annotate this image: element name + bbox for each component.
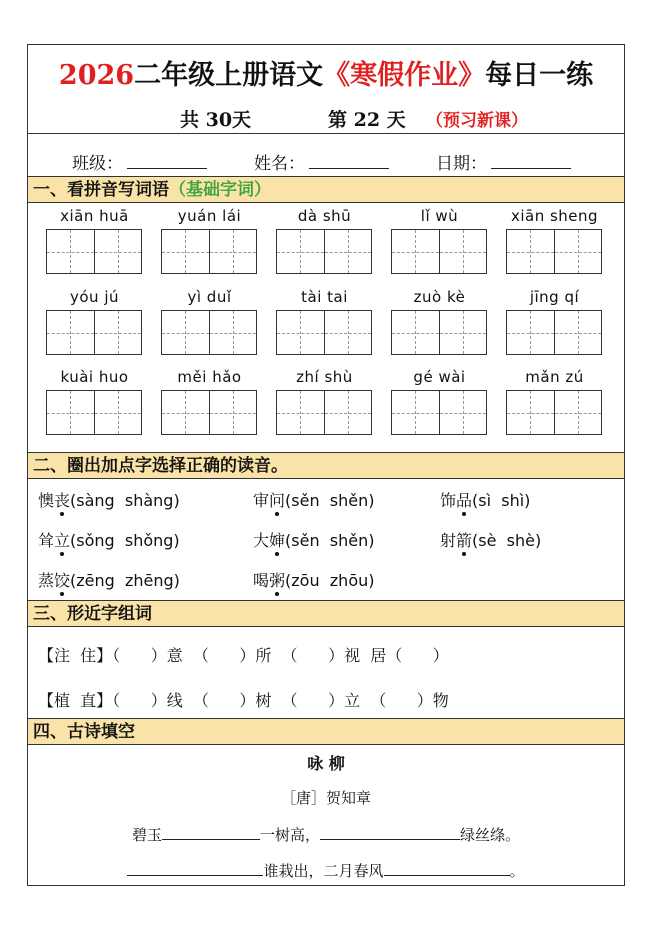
pronunciation-item[interactable]: 射箭(sè shè): [440, 531, 542, 550]
pinyin-label: dà shū: [297, 207, 352, 225]
writing-grid[interactable]: [506, 229, 602, 274]
pinyin-label: kuài huo: [60, 368, 129, 386]
writing-grid[interactable]: [46, 310, 142, 355]
pinyin-label: zuò kè: [413, 288, 466, 306]
pinyin-label: yóu jú: [69, 288, 119, 306]
writing-grid[interactable]: [161, 390, 257, 435]
pronunciation-item[interactable]: 蒸饺(zēng zhēng): [38, 571, 180, 590]
similar-chars-row-1[interactable]: 【注 住】（ ）意 （ ）所 （ ）视 居（ ）: [38, 646, 449, 665]
pinyin-label: gé wài: [413, 368, 466, 386]
poem-author: ［唐］贺知章: [280, 789, 371, 807]
writing-grid[interactable]: [161, 229, 257, 274]
writing-grid[interactable]: [276, 390, 372, 435]
class-field[interactable]: 班级：: [72, 149, 207, 174]
writing-grid[interactable]: [391, 310, 487, 355]
writing-grid[interactable]: [46, 390, 142, 435]
pinyin-label: xiān huā: [60, 207, 129, 225]
pronunciation-item[interactable]: 懊丧(sàng shàng): [38, 491, 180, 510]
writing-grid[interactable]: [391, 390, 487, 435]
section-3-header: 三、形近字组词: [28, 600, 624, 627]
pinyin-label: xiān sheng: [510, 207, 599, 225]
writing-grid[interactable]: [276, 229, 372, 274]
writing-grid[interactable]: [161, 310, 257, 355]
date-field[interactable]: 日期：: [436, 149, 571, 174]
divider: [28, 133, 624, 134]
pinyin-label: měi hǎo: [177, 368, 242, 386]
section-4-header: 四、古诗填空: [28, 718, 624, 745]
poem-line-2[interactable]: 谁栽出，二月春风 。: [28, 860, 624, 881]
similar-chars-row-2[interactable]: 【植 直】（ ）线 （ ）树 （ ）立 （ ）物: [38, 691, 449, 710]
section-2-header: 二、圈出加点字选择正确的读音。: [28, 452, 624, 479]
name-field[interactable]: 姓名：: [254, 149, 389, 174]
pronunciation-item[interactable]: 审问(sěn shěn): [253, 491, 375, 510]
pinyin-label: lǐ wù: [420, 207, 459, 225]
writing-grid[interactable]: [506, 390, 602, 435]
pronunciation-item[interactable]: 喝粥(zōu zhōu): [253, 571, 375, 590]
writing-grid[interactable]: [46, 229, 142, 274]
page-title: 2026二年级上册语文《寒假作业》每日一练: [58, 60, 594, 91]
pronunciation-item[interactable]: 饰品(sì shì): [440, 491, 531, 510]
writing-grid[interactable]: [276, 310, 372, 355]
poem-title: 咏 柳: [307, 754, 345, 773]
writing-grid[interactable]: [391, 229, 487, 274]
pinyin-label: mǎn zú: [525, 368, 584, 386]
pinyin-label: tài tai: [301, 288, 348, 306]
section-1-header: 一、看拼音写词语（基础字词）: [28, 176, 624, 203]
pinyin-label: yuán lái: [177, 207, 242, 225]
pinyin-label: zhí shù: [296, 368, 353, 386]
pronunciation-item[interactable]: 大婶(sěn shěn): [253, 531, 375, 550]
pinyin-label: yì duǐ: [187, 288, 232, 306]
writing-grid[interactable]: [506, 310, 602, 355]
pinyin-label: jīng qí: [529, 288, 580, 306]
worksheet: 2026二年级上册语文《寒假作业》每日一练 共 30天 第 22 天 （预习新课） 班级： 姓名： 日期： 一、看拼音写词语（基础字词） xiān huā yuán lái dà shū lǐ wù xiān sheng yóu jú yì duǐ tài tai zuò kè jīng qí kuài huo měi hǎo zhí shù gé wài mǎn zú 二、圈出加点字选择正确的读音。 懊丧(sàng shàng) 审问(sěn shěn) 饰品(sì shì) 耸立(sǒng shǒng) 大婶(sěn shěn) 射箭(sè shè) 蒸饺(zēng zhēng) 喝粥(zōu zhōu) 三、形近字组词 【注 住】（ ）意 （ ）所 （ ）视 居（ ） 【植 直】（ ）线 （ ）树 （ ）立 （ ）物 四、古诗填空 咏 柳 ［唐］贺知章 碧玉 一树高， 绿丝绦。 谁栽出，二月春风 。: [27, 44, 625, 886]
poem-line-1[interactable]: 碧玉 一树高， 绿丝绦。: [131, 826, 521, 844]
pronunciation-item[interactable]: 耸立(sǒng shǒng): [38, 531, 180, 550]
